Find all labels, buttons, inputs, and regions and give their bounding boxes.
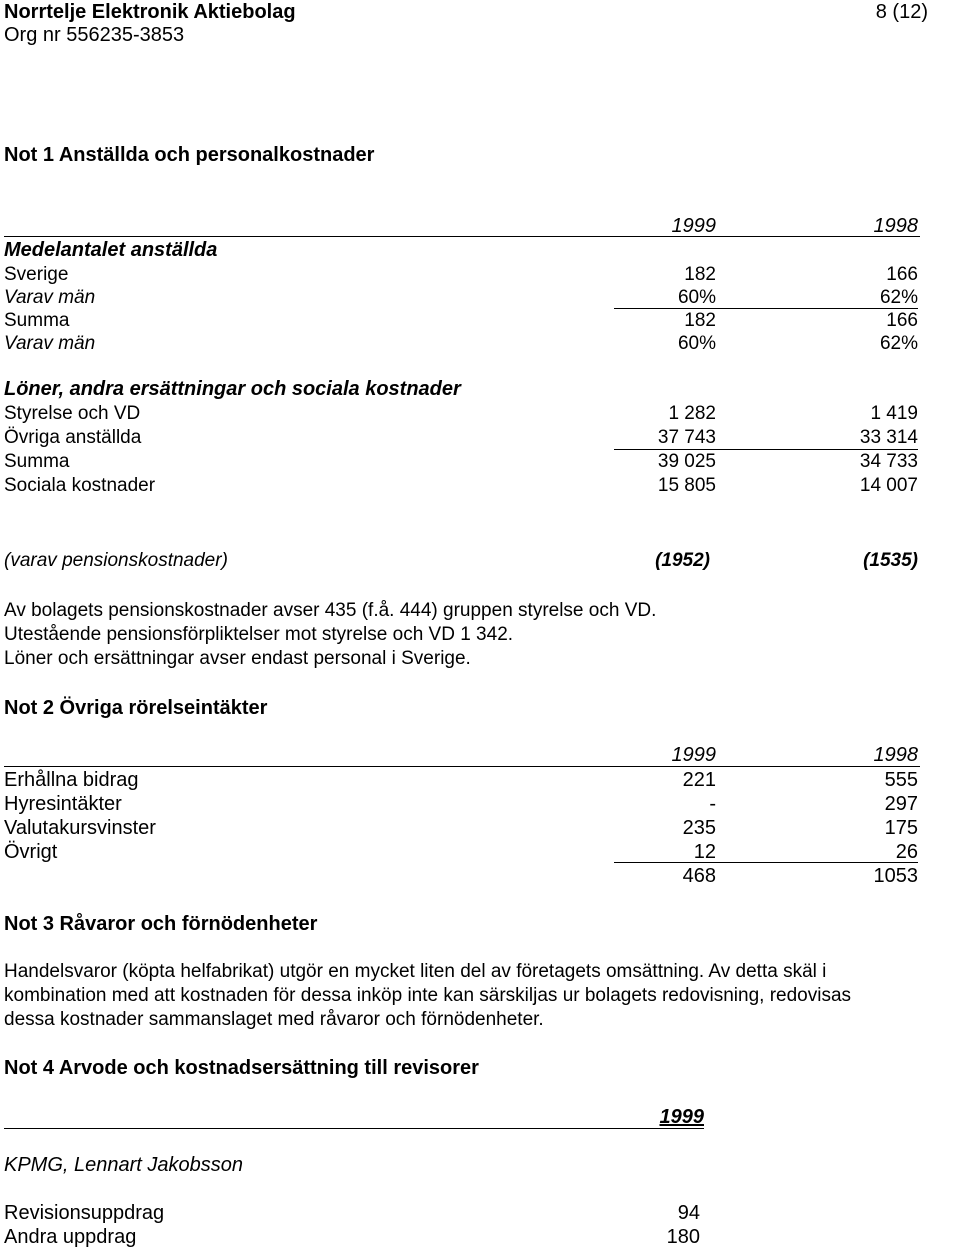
table-row-label: Andra uppdrag — [4, 1226, 137, 1248]
note2-col-1999: 1999 — [671, 744, 716, 766]
table-row-label: Erhållna bidrag — [4, 769, 139, 791]
table-cell: 14 007 — [859, 475, 918, 496]
table-cell: 555 — [884, 769, 918, 791]
table-cell: - — [709, 793, 716, 815]
text-line: kombination med att kostnaden för dessa inköp inte kan särskiljas ur bolagets redovisning, redovisas — [4, 985, 852, 1006]
table-cell: 15 805 — [657, 475, 716, 496]
text-line: Handelsvaror (köpta helfabrikat) utgör en mycket liten del av företagets omsättning. Av detta skäl i — [4, 961, 827, 982]
avg-employees-heading: Medelantalet anställda — [4, 239, 218, 261]
note2-header-rule — [4, 766, 920, 767]
table-cell: 94 — [677, 1202, 700, 1224]
pension-1998: (1535) — [863, 550, 918, 571]
sum-rule — [614, 862, 918, 863]
table-row-label: Övriga anställda — [4, 427, 142, 448]
table-row-label: Valutakursvinster — [4, 817, 156, 839]
org-number: Org nr 556235-3853 — [4, 24, 185, 46]
note4-header-rule — [4, 1128, 704, 1129]
table-cell: 297 — [884, 793, 918, 815]
table-cell: 60% — [677, 333, 716, 354]
note1-col-1999: 1999 — [671, 215, 716, 237]
note2-total-1998: 1053 — [873, 865, 918, 887]
page-number: 8 (12) — [875, 1, 928, 23]
table-row-label: Sociala kostnader — [4, 475, 156, 496]
pension-1999: (1952) — [655, 550, 710, 571]
note3-title: Not 3 Råvaror och förnödenheter — [4, 913, 318, 935]
table-cell: 12 — [693, 841, 716, 863]
table-row-label: Revisionsuppdrag — [4, 1202, 165, 1224]
company-name: Norrtelje Elektronik Aktiebolag — [4, 1, 296, 23]
table-cell: 182 — [684, 310, 716, 331]
table-cell: 175 — [884, 817, 918, 839]
table-row-label: Sverige — [4, 264, 69, 285]
text-line: Löner och ersättningar avser endast personal i Sverige. — [4, 648, 471, 669]
table-row-label: Hyresintäkter — [4, 793, 122, 815]
table-row-label: Summa — [4, 451, 70, 472]
table-cell: 182 — [684, 264, 716, 285]
table-cell: 37 743 — [657, 427, 716, 448]
table-cell: 33 314 — [859, 427, 918, 448]
text-line: Utestående pensionsförpliktelser mot styrelse och VD 1 342. — [4, 624, 514, 645]
table-cell: 235 — [682, 817, 716, 839]
pension-label: (varav pensionskostnader) — [4, 550, 228, 571]
note1-title: Not 1 Anställda och personalkostnader — [4, 144, 375, 166]
table-row-label: Styrelse och VD — [4, 403, 141, 424]
table-row-label: Varav män — [4, 333, 96, 354]
text-line: Av bolagets pensionskostnader avser 435 (f.å. 444) gruppen styrelse och VD. — [4, 600, 657, 621]
table-cell: 39 025 — [657, 451, 716, 472]
salary-heading: Löner, andra ersättningar och sociala kostnader — [4, 378, 461, 400]
table-row-label: Summa — [4, 310, 70, 331]
table-cell: 62% — [879, 287, 918, 308]
sum-rule — [614, 308, 918, 309]
note2-col-1998: 1998 — [873, 744, 918, 766]
table-cell: 60% — [677, 287, 716, 308]
table-cell: 180 — [666, 1226, 700, 1248]
table-cell: 1 419 — [870, 403, 918, 424]
table-row-label: Övrigt — [4, 841, 58, 863]
table-cell: 34 733 — [859, 451, 918, 472]
note4-col-1999: 1999 — [659, 1106, 704, 1128]
table-cell: 166 — [886, 310, 918, 331]
table-cell: 62% — [879, 333, 918, 354]
table-cell: 221 — [682, 769, 716, 791]
table-cell: 1 282 — [668, 403, 716, 424]
table-cell: 166 — [886, 264, 918, 285]
text-line: dessa kostnader sammanslaget med råvaror och förnödenheter. — [4, 1009, 544, 1030]
note4-title: Not 4 Arvode och kostnadsersättning till revisorer — [4, 1057, 479, 1079]
table-row-label: Varav män — [4, 287, 96, 308]
auditor-name: KPMG, Lennart Jakobsson — [4, 1154, 244, 1176]
note1-col-1998: 1998 — [873, 215, 918, 237]
table-cell: 26 — [895, 841, 918, 863]
note1-header-rule — [4, 236, 920, 237]
note2-title: Not 2 Övriga rörelseintäkter — [4, 697, 268, 719]
note2-total-1999: 468 — [682, 865, 716, 887]
